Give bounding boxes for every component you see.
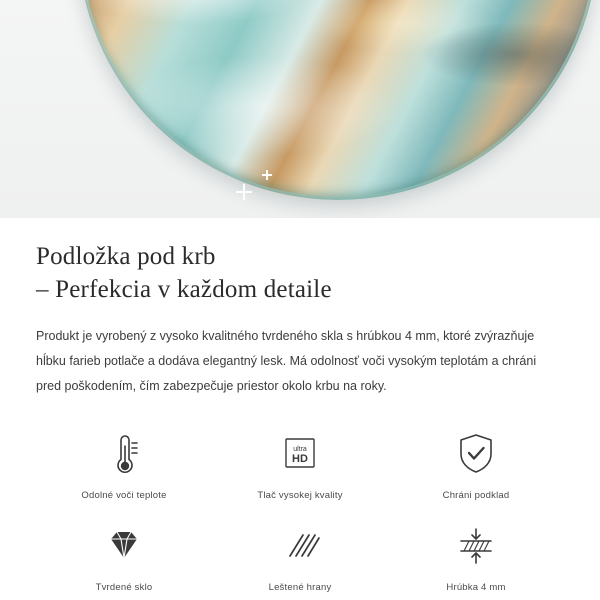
feature-label: Chráni podklad bbox=[442, 490, 510, 501]
hero-image bbox=[0, 0, 600, 218]
feature-label: Tvrdené sklo bbox=[95, 582, 153, 593]
content-area bbox=[0, 218, 600, 593]
product-description-text: Produkt je vyrobený z vysoko kvalitného tvrdeného skla s hrúbkou 4 mm, ktoré zvýrazňuje hĺbku farieb potlače a dodáva elegantný lesk. Má odolnosť voči vysokým teplotám a chráni pred poškodením, čím zabezpečuje priestor okolo krbu na roky. bbox=[36, 329, 537, 393]
feature-label: Odolné voči teplote bbox=[81, 490, 167, 501]
feature-grid bbox=[36, 427, 564, 593]
feature-label: Leštené hrany bbox=[268, 582, 332, 593]
svg-text:ultra: ultra bbox=[293, 446, 307, 453]
polished-edges-icon bbox=[273, 519, 327, 573]
feature-item bbox=[212, 427, 388, 501]
thermometer-icon bbox=[97, 427, 151, 481]
feature-item bbox=[388, 427, 564, 501]
thickness-arrows-icon bbox=[449, 519, 503, 573]
feature-item bbox=[212, 519, 388, 593]
svg-text:HD: HD bbox=[292, 453, 308, 465]
page-title bbox=[36, 218, 564, 306]
feature-label: Tlač vysokej kvality bbox=[257, 490, 343, 501]
page-title-line-1: Podložka pod krb bbox=[36, 243, 216, 270]
glass-board-image bbox=[78, 0, 598, 200]
page-title-line-2: – Perfekcia v každom detaile bbox=[36, 276, 332, 303]
feature-item bbox=[36, 519, 212, 593]
feature-label: Hrúbka 4 mm bbox=[446, 582, 506, 593]
diamond-icon bbox=[97, 519, 151, 573]
feature-item bbox=[388, 519, 564, 593]
feature-item bbox=[36, 427, 212, 501]
ultra-hd-icon bbox=[273, 427, 327, 481]
shield-check-icon bbox=[449, 427, 503, 481]
